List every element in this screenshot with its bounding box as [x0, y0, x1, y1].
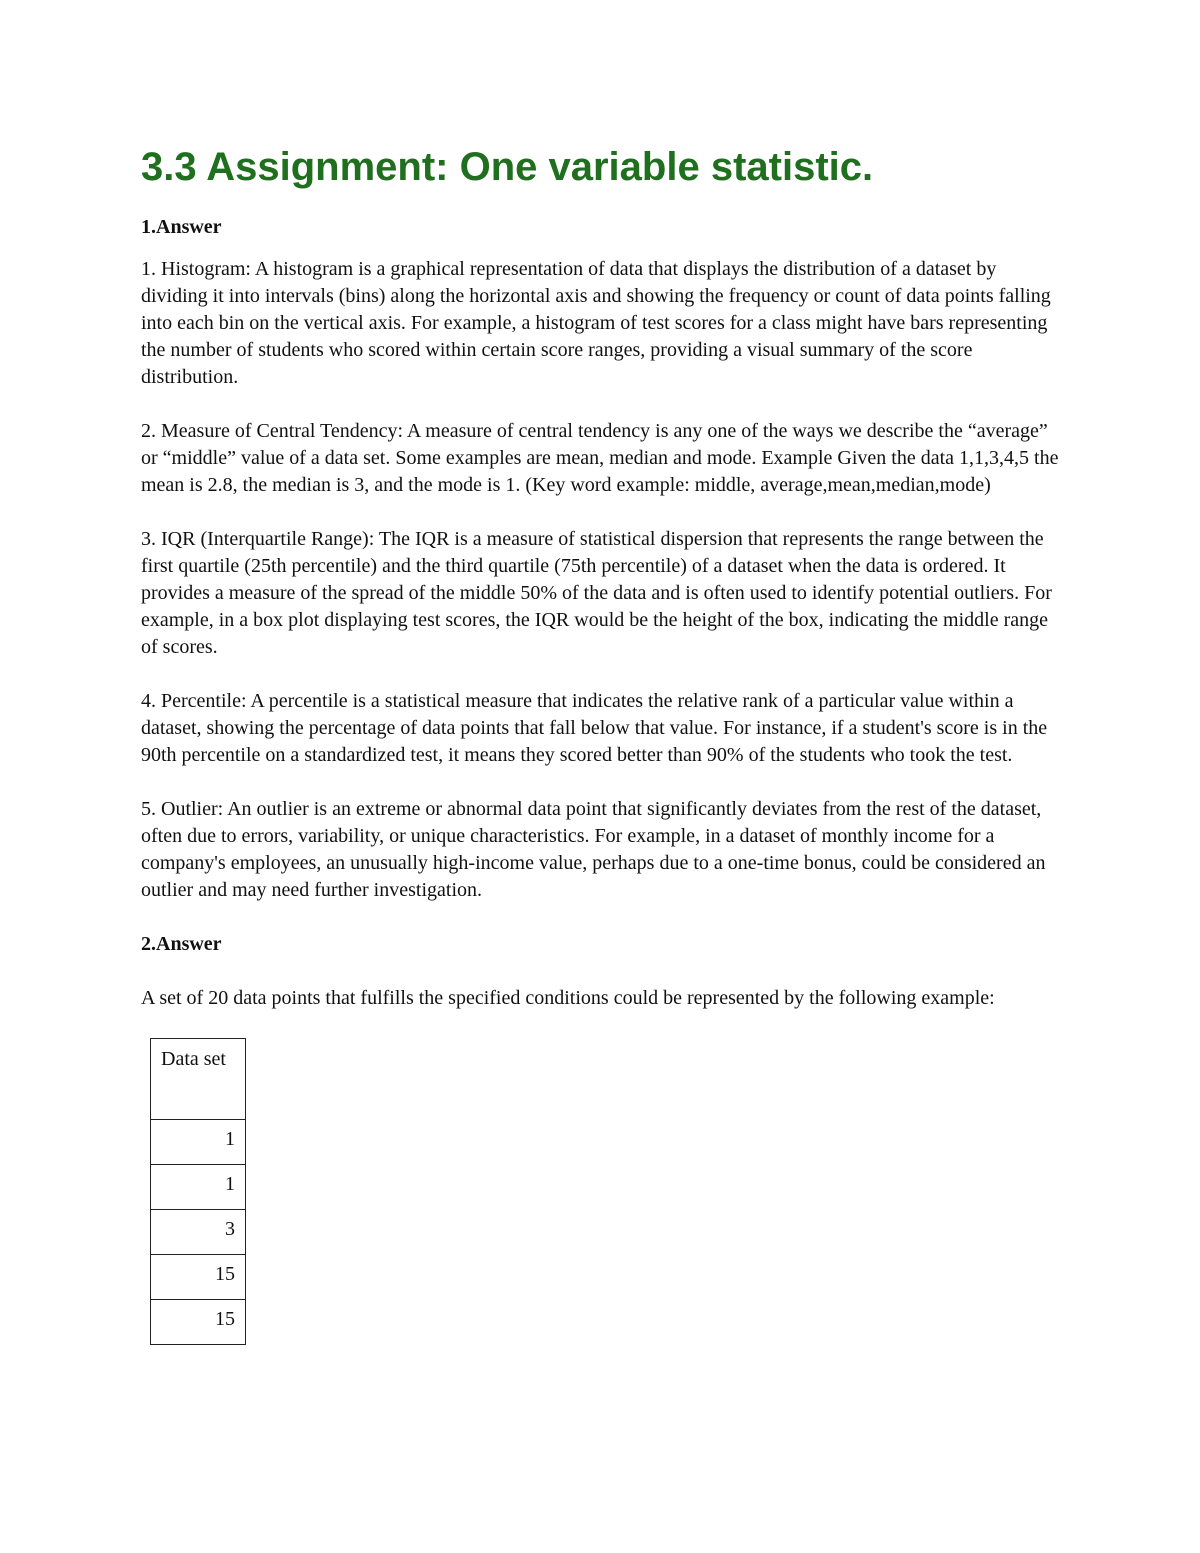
answer-2-heading: 2.Answer [141, 933, 222, 955]
table-row [151, 1210, 246, 1255]
answer-2-intro: A set of 20 data points that fulfills the specified conditions could be represented by the following example: [141, 987, 995, 1009]
table-header-cell: Data set [151, 1039, 246, 1120]
answer-1-paragraph-histogram: 1. Histogram: A histogram is a graphical representation of data that displays the distribution of a dataset by dividing it into intervals (bins) along the horizontal axis and showing the frequency or count of data points falling into each bin on the vertical axis. For example, a histogram of test scores for a class might have bars representing the number of students who scored within certain score ranges, providing a visual summary of the score distribution. [141, 258, 1051, 388]
document-title: 3.3 Assignment: One variable statistic. [141, 145, 874, 189]
table-row [151, 1165, 246, 1210]
answer-1-paragraph-central-tendency: 2. Measure of Central Tendency: A measure of central tendency is any one of the ways we describe the “average” or “middle” value of a data set. Some examples are mean, median and mode. Example Given the data 1,1,3,4,5 the mean is 2.8, the median is 3, and the mode is 1. (Key word example: middle, average,mean,median,mode) [141, 420, 1059, 496]
table-cell: 1 [151, 1165, 246, 1210]
table-row [151, 1120, 246, 1165]
table-cell: 3 [151, 1210, 246, 1255]
table-cell: 15 [151, 1255, 246, 1300]
data-set-table [150, 1038, 246, 1345]
answer-1-paragraph-percentile: 4. Percentile: A percentile is a statistical measure that indicates the relative rank of a particular value within a dataset, showing the percentage of data points that fall below that value. For instance, if a student's score is in the 90th percentile on a standardized test, it means they scored better than 90% of the students who took the test. [141, 690, 1048, 766]
table-cell: 15 [151, 1300, 246, 1345]
answer-1-heading: 1.Answer [141, 216, 222, 238]
table-row [151, 1300, 246, 1345]
table-row [151, 1255, 246, 1300]
table-header-row [151, 1039, 246, 1120]
answer-1-paragraph-iqr: 3. IQR (Interquartile Range): The IQR is a measure of statistical dispersion that represents the range between the first quartile (25th percentile) and the third quartile (75th percentile) of a dataset when the data is ordered. It provides a measure of the spread of the middle 50% of the data and is often used to identify potential outliers. For example, in a box plot displaying test scores, the IQR would be the height of the box, indicating the middle range of scores. [141, 528, 1052, 658]
document-page [141, 140, 1061, 1345]
answer-1-paragraph-outlier: 5. Outlier: An outlier is an extreme or abnormal data point that significantly deviates from the rest of the dataset, often due to errors, variability, or unique characteristics. For example, in a dataset of monthly income for a company's employees, an unusually high-income value, perhaps due to a one-time bonus, could be considered an outlier and may need further investigation. [141, 798, 1046, 901]
table-cell: 1 [151, 1120, 246, 1165]
